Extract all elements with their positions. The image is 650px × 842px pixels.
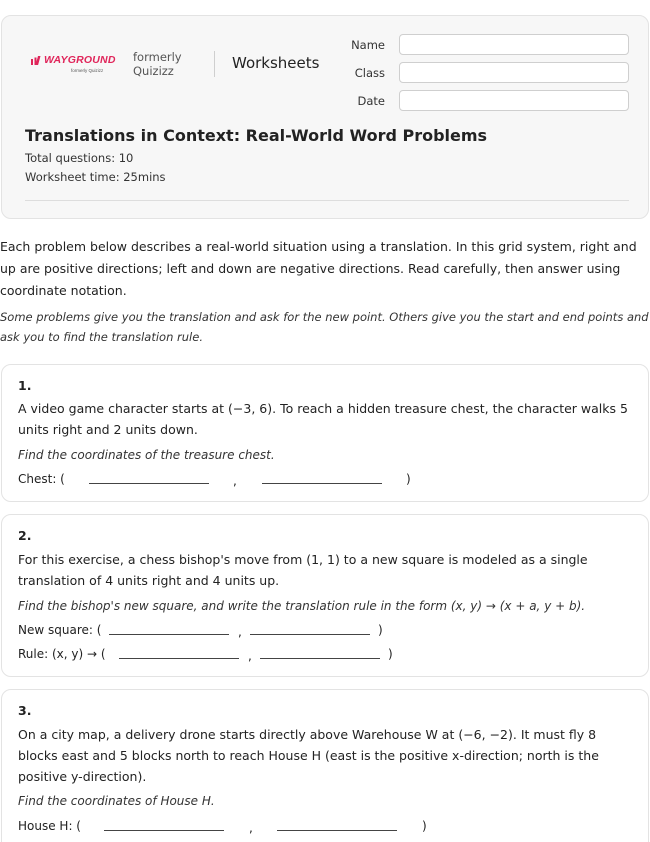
logo-text: WAYGROUND [44, 54, 116, 66]
formerly-line: formerly [133, 50, 182, 64]
close-paren: ) [422, 819, 427, 833]
date-label: Date [357, 94, 385, 108]
question-prompt: Find the coordinates of House H. [18, 794, 215, 808]
answer-blank-x[interactable] [89, 483, 209, 484]
instructions: Each problem below describes a real-world situation using a translation. In this grid system, right and up are positive directions; left and down are negative directions. Read carefully, then answer using coordinate notation. [0, 239, 637, 298]
question-card [1, 514, 649, 677]
answer-label: Chest: ( [18, 472, 65, 486]
question-card [1, 364, 649, 502]
answer-blank-y[interactable] [250, 634, 370, 635]
comma: , [238, 625, 242, 639]
name-label: Name [351, 38, 385, 52]
class-label: Class [354, 66, 385, 80]
question-card [1, 689, 649, 842]
answer-label: House H: ( [18, 819, 81, 833]
class-field[interactable] [399, 62, 629, 83]
question-number: 1. [18, 378, 32, 393]
close-paren: ) [378, 623, 383, 637]
answer-label: New square: ( [18, 623, 102, 637]
header-divider [214, 51, 215, 77]
question-prompt: Find the bishop's new square, and write the translation rule in the form (x, y) → (x + a, y + b). [18, 599, 586, 613]
question-text: On a city map, a delivery drone starts directly above Warehouse W at (−6, −2). It must fly 8 blocks east and 5 blocks north to reach House H (east is the positive x-direction; north is the positive y-direction). [18, 727, 599, 784]
rule-blank-b[interactable] [260, 658, 380, 659]
answer-label: Rule: (x, y) → ( [18, 647, 106, 661]
logo-subtext: formerly Quizizz [71, 68, 104, 73]
section-title: Worksheets [232, 54, 320, 72]
answer-blank-y[interactable] [277, 830, 397, 831]
total-questions: Total questions: 10 [25, 151, 134, 165]
header-rule [25, 200, 629, 201]
question-prompt: Find the coordinates of the treasure chest. [18, 448, 275, 462]
comma: , [233, 474, 237, 488]
date-field[interactable] [399, 90, 629, 111]
comma: , [248, 649, 252, 663]
worksheet-title: Translations in Context: Real-World Word Problems [25, 126, 488, 145]
question-number: 2. [18, 528, 32, 543]
instructions-note: Some problems give you the translation and ask for the new point. Others give you the start and end points and ask you to find the translation rule. [0, 310, 649, 344]
worksheet-header [1, 15, 649, 219]
question-text: A video game character starts at (−3, 6). To reach a hidden treasure chest, the character walks 5 units right and 2 units down. [18, 401, 628, 437]
brand-logo [31, 54, 116, 73]
name-field[interactable] [399, 34, 629, 55]
answer-blank-x[interactable] [109, 634, 229, 635]
wayground-mark-icon [31, 56, 43, 65]
close-paren: ) [406, 472, 411, 486]
answer-blank-x[interactable] [104, 830, 224, 831]
worksheet-time: Worksheet time: 25mins [25, 170, 166, 184]
comma: , [249, 821, 253, 835]
question-text: For this exercise, a chess bishop's move from (1, 1) to a new square is modeled as a single translation of 4 units right and 4 units up. [18, 552, 588, 588]
answer-blank-y[interactable] [262, 483, 382, 484]
formerly-note [133, 50, 182, 78]
former-brand-name: Quizizz [133, 64, 174, 78]
close-paren: ) [388, 647, 393, 661]
question-number: 3. [18, 703, 32, 718]
rule-blank-a[interactable] [119, 658, 239, 659]
